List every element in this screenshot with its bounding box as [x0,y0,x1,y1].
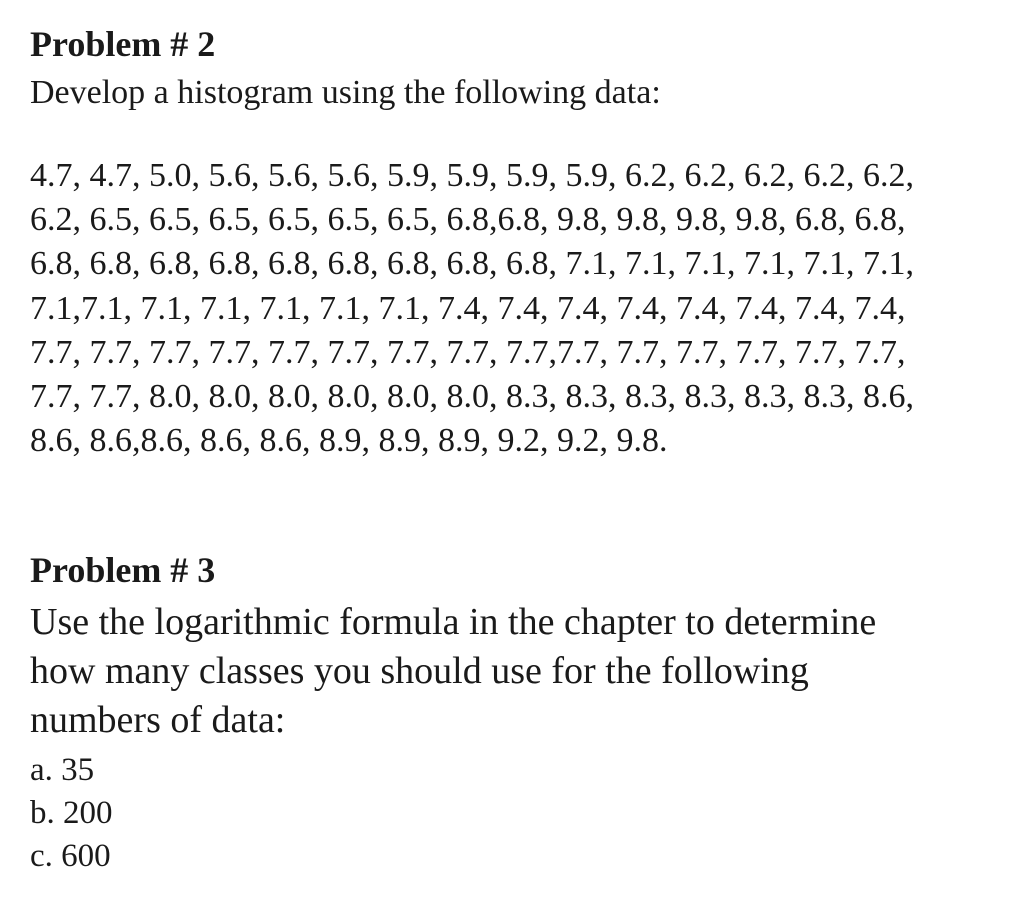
problem-2-instruction: Develop a histogram using the following data: [30,74,661,111]
data-line: 8.6, 8.6,8.6, 8.6, 8.6, 8.9, 8.9, 8.9, 9.2, 9.2, 9.8. [30,422,668,460]
option-b: b. 200 [30,795,113,831]
data-line: 7.1,7.1, 7.1, 7.1, 7.1, 7.1, 7.1, 7.4, 7.4, 7.4, 7.4, 7.4, 7.4, 7.4, 7.4, [30,289,906,327]
instruction-line: numbers of data: [30,699,286,741]
problem-3-instruction [30,598,1005,745]
problem-3 [30,546,1005,878]
problem-2-heading: Problem # 2 [30,24,216,64]
data-line: 7.7, 7.7, 8.0, 8.0, 8.0, 8.0, 8.0, 8.0, 8.3, 8.3, 8.3, 8.3, 8.3, 8.3, 8.6, [30,378,914,416]
document-page [30,20,1005,874]
instruction-line: Use the logarithmic formula in the chapter to determine [30,601,877,643]
problem-2 [30,20,1005,463]
data-values [30,154,1005,463]
data-line: 6.2, 6.5, 6.5, 6.5, 6.5, 6.5, 6.5, 6.8,6.8, 9.8, 9.8, 9.8, 9.8, 6.8, 6.8, [30,201,906,239]
data-line: 7.7, 7.7, 7.7, 7.7, 7.7, 7.7, 7.7, 7.7, 7.7,7.7, 7.7, 7.7, 7.7, 7.7, 7.7, [30,333,906,371]
instruction-line: how many classes you should use for the following [30,650,809,692]
option-c: c. 600 [30,838,111,874]
answer-options [30,749,1005,878]
data-line: 4.7, 4.7, 5.0, 5.6, 5.6, 5.6, 5.9, 5.9, 5.9, 5.9, 6.2, 6.2, 6.2, 6.2, 6.2, [30,157,914,194]
data-line: 6.8, 6.8, 6.8, 6.8, 6.8, 6.8, 6.8, 6.8, 6.8, 7.1, 7.1, 7.1, 7.1, 7.1, 7.1, [30,245,914,283]
problem-3-heading: Problem # 3 [30,550,216,590]
option-a: a. 35 [30,752,95,788]
